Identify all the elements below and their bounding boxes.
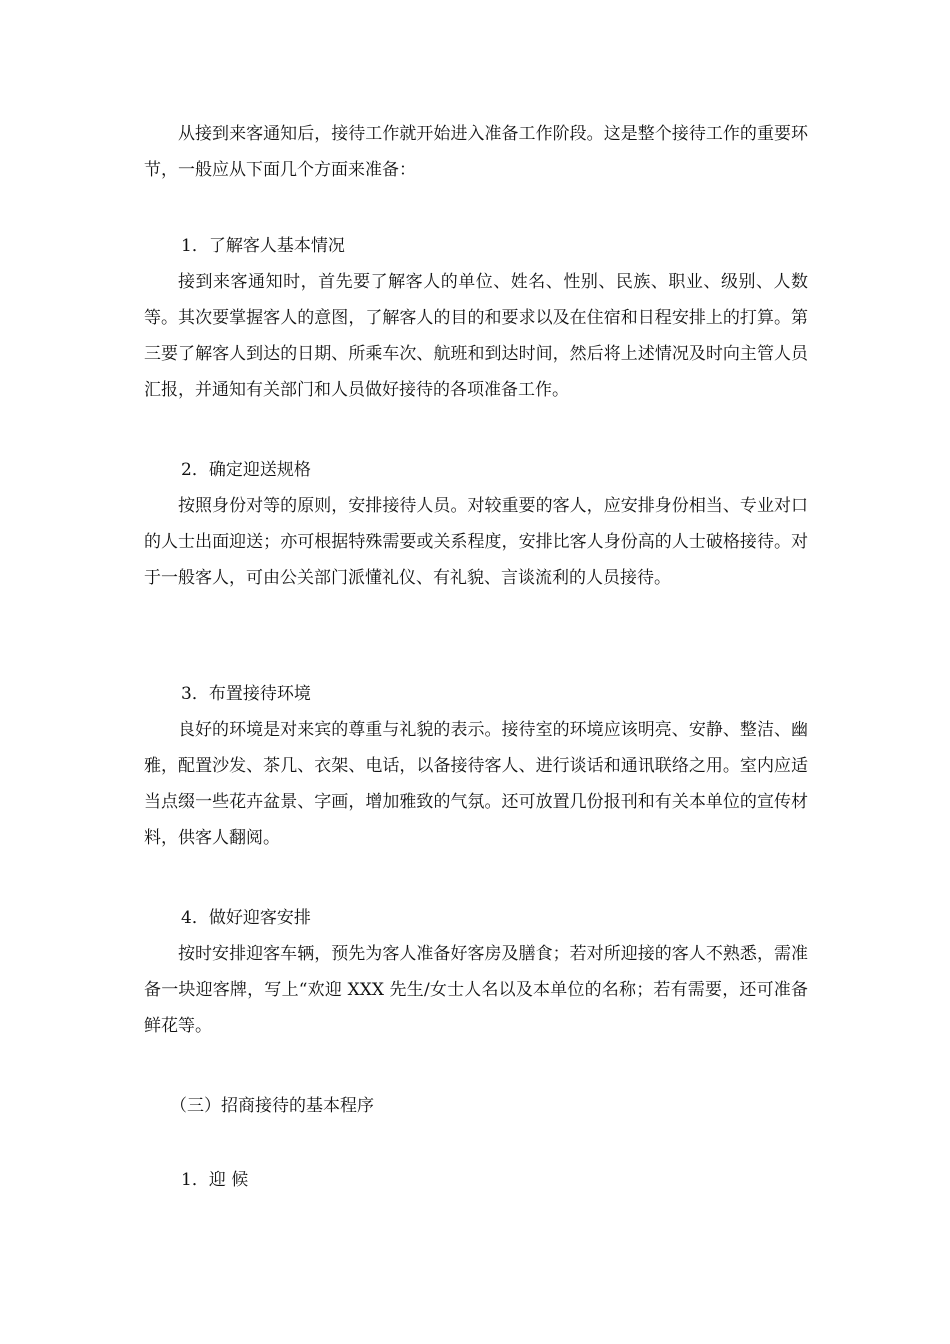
section-2-paragraph: 按照身份对等的原则，安排接待人员。对较重要的客人，应安排身份相当、专业对口的人士出面迎送；亦可根据特殊需要或关系程度，安排比客人身份高的人士破格接待。对于一般客人，可由公关部门派懂礼仪、有礼貌、言谈流利的人员接待。 — [144, 496, 808, 588]
section-4-heading: 4．做好迎客安排 — [181, 908, 311, 928]
section-2-heading: 2．确定迎送规格 — [181, 460, 311, 480]
sub-heading-welcome: 1．迎 候 — [181, 1170, 249, 1190]
section-1-paragraph: 接到来客通知时，首先要了解客人的单位、姓名、性别、民族、职业、级别、人数等。其次要掌握客人的意图，了解客人的目的和要求以及在住宿和日程安排上的打算。第三要了解客人到达的日期、所乘车次、航班和到达时间，然后将上述情况及时向主管人员汇报，并通知有关部门和人员做好接待的各项准备工作。 — [144, 272, 808, 400]
section-3-heading: 3．布置接待环境 — [181, 684, 311, 704]
chapter-section-title: （三）招商接待的基本程序 — [170, 1096, 374, 1116]
section-1-heading: 1．了解客人基本情况 — [181, 236, 345, 256]
intro-paragraph: 从接到来客通知后，接待工作就开始进入准备工作阶段。这是整个接待工作的重要环节，一般应从下面几个方面来准备： — [144, 124, 808, 180]
section-3-paragraph: 良好的环境是对来宾的尊重与礼貌的表示。接待室的环境应该明亮、安静、整洁、幽雅，配置沙发、茶几、衣架、电话，以备接待客人、进行谈话和通讯联络之用。室内应适当点缀一些花卉盆景、字画，增加雅致的气氛。还可放置几份报刊和有关本单位的宣传材料，供客人翻阅。 — [144, 720, 808, 848]
section-4-paragraph: 按时安排迎客车辆，预先为客人准备好客房及膳食；若对所迎接的客人不熟悉，需准备一块迎客牌，写上“欢迎 XXX 先生/女士人名以及本单位的名称；若有需要，还可准备鲜花等。 — [144, 944, 808, 1036]
